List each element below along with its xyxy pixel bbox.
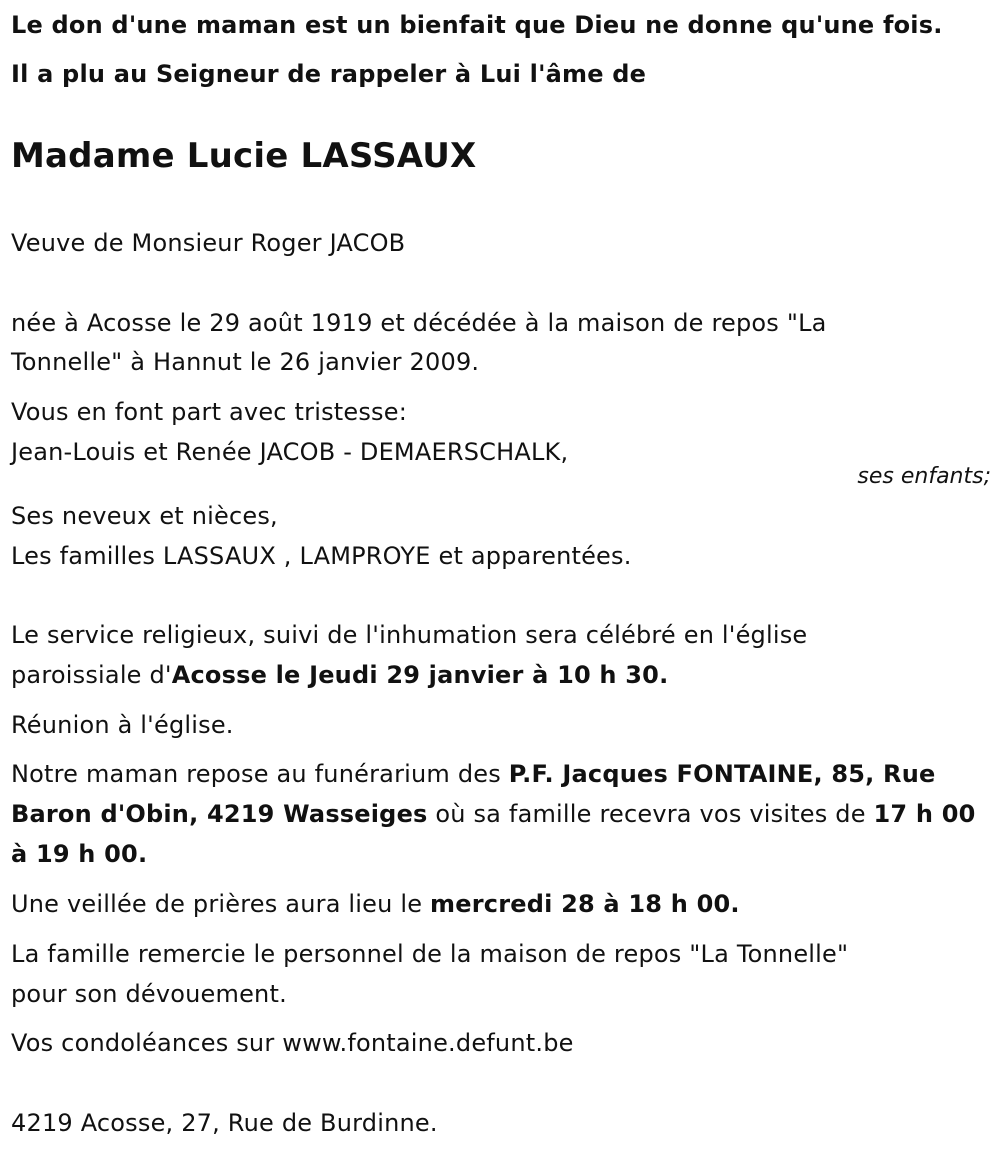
intro-line: Il a plu au Seigneur de rappeler à Lui l'âme de: [11, 60, 647, 88]
funerarium-middle: où sa famille recevra vos visites de: [427, 800, 874, 828]
family-intro: Vous en font part avec tristesse:: [11, 398, 408, 426]
birth-death-line-1: née à Acosse le 29 août 1919 et décédée à la maison de repos "La: [11, 309, 827, 337]
visit-end: à 19 h 00.: [11, 840, 148, 868]
visit-start: 17 h 00: [873, 800, 976, 828]
funerarium-prefix: Notre maman repose au funérarium des: [11, 760, 509, 788]
funerarium-address: Baron d'Obin, 4219 Wasseiges: [11, 800, 428, 828]
vigil-date: mercredi 28 à 18 h 00.: [430, 890, 740, 918]
thanks-line-1: La famille remercie le personnel de la maison de repos "La Tonnelle": [11, 940, 849, 968]
service-prefix: paroissiale d': [11, 661, 172, 689]
opening-quote: Le don d'une maman est un bienfait que Dieu ne donne qu'une fois.: [11, 11, 943, 39]
meeting-line: Réunion à l'église.: [11, 711, 234, 739]
service-line-1: Le service religieux, suivi de l'inhumation sera célébré en l'église: [11, 621, 808, 649]
birth-death-line-2: Tonnelle" à Hannut le 26 janvier 2009.: [11, 348, 480, 376]
service-date: Acosse le Jeudi 29 janvier à 10 h 30.: [171, 661, 669, 689]
address-line: 4219 Acosse, 27, Rue de Burdinne.: [11, 1109, 438, 1137]
widow-of: Veuve de Monsieur Roger JACOB: [11, 229, 406, 257]
deceased-name: Madame Lucie LASSAUX: [11, 136, 477, 176]
children-names: Jean-Louis et Renée JACOB - DEMAERSCHALK,: [11, 438, 569, 466]
funerarium-line-1: [11, 759, 936, 789]
thanks-line-2: pour son dévouement.: [11, 980, 287, 1008]
condolences-line: Vos condoléances sur www.fontaine.defunt.be: [11, 1029, 574, 1057]
service-line-2: [11, 660, 668, 690]
vigil-prefix: Une veillée de prières aura lieu le: [11, 890, 431, 918]
children-role: ses enfants;: [857, 464, 991, 489]
families-line: Les familles LASSAUX , LAMPROYE et apparentées.: [11, 542, 632, 570]
funerarium-name: P.F. Jacques FONTAINE, 85, Rue: [508, 760, 936, 788]
funerarium-line-2: [11, 799, 976, 829]
nephews-line: Ses neveux et nièces,: [11, 502, 278, 530]
vigil-line: [11, 889, 740, 919]
